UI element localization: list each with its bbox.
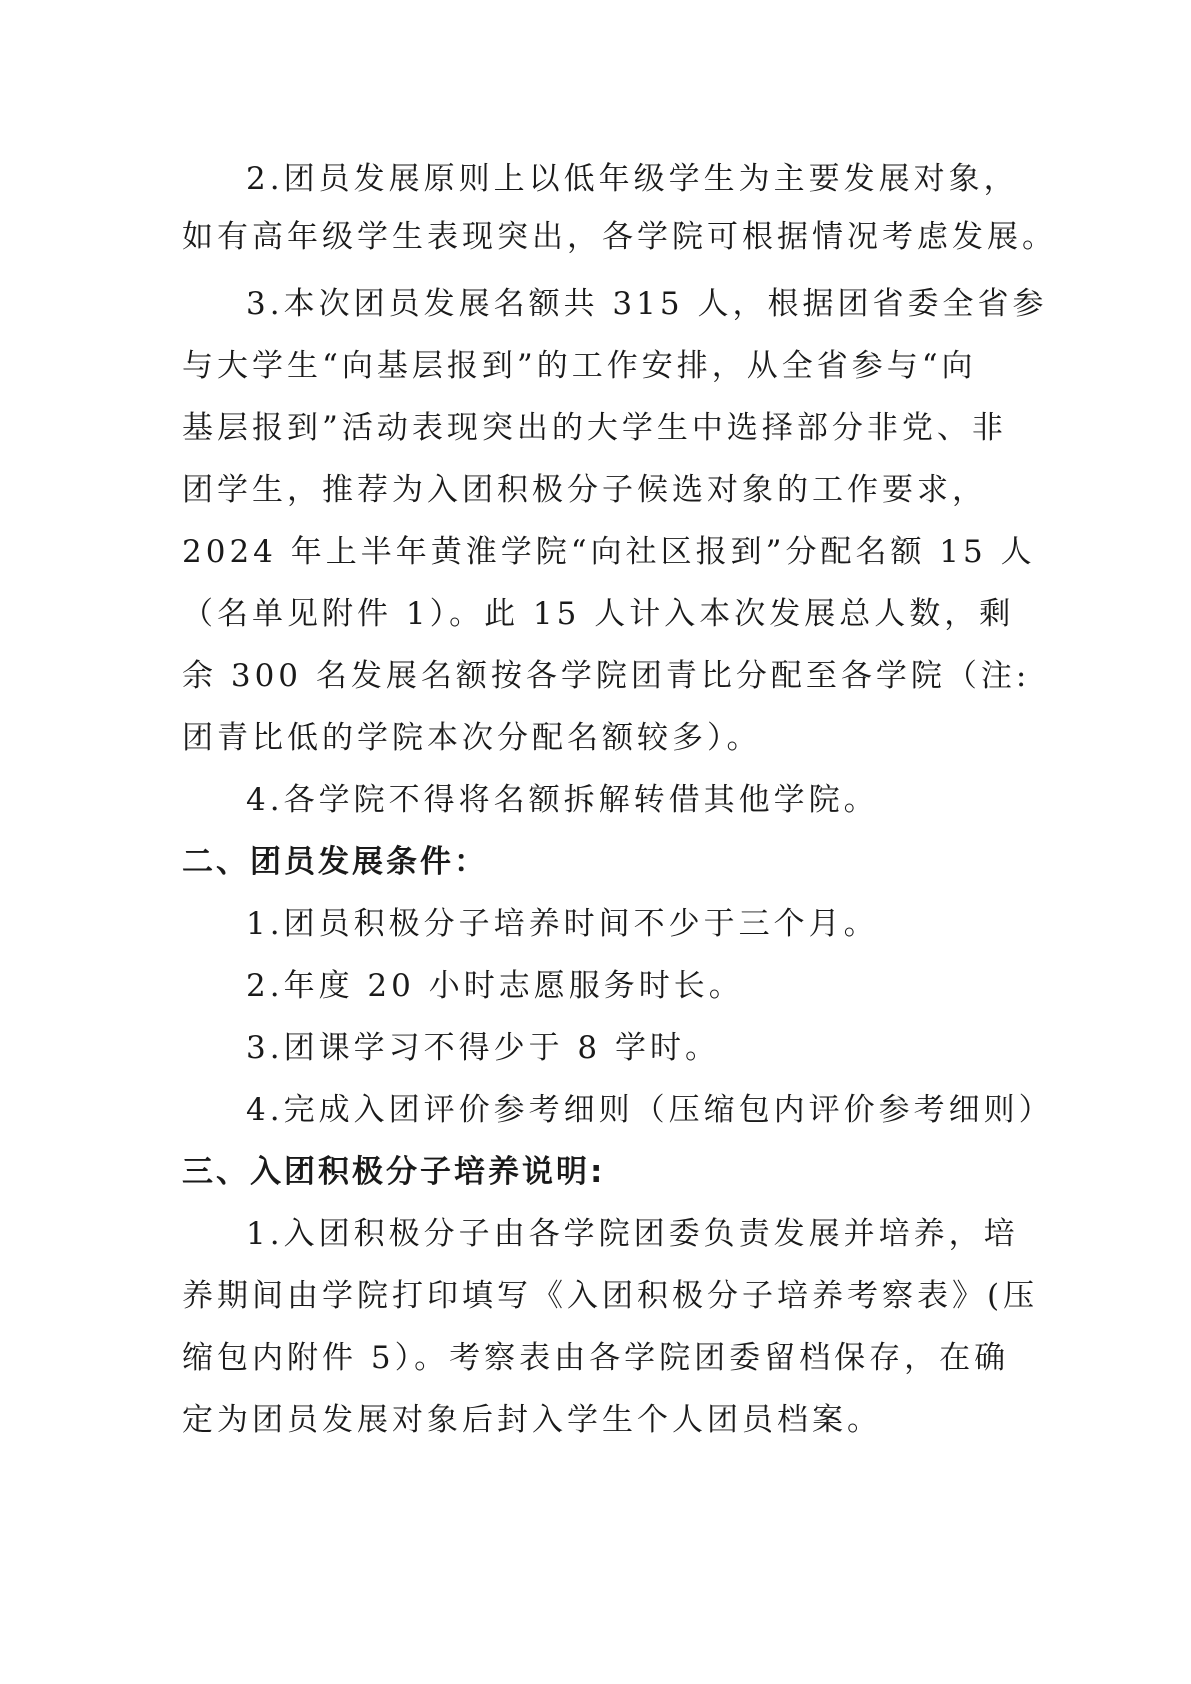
- section-heading: 二、团员发展条件：: [182, 844, 488, 880]
- paragraph-line: 如有高年级学生表现突出，各学院可根据情况考虑发展。: [182, 219, 1057, 255]
- paragraph-line: 缩包内附件 5）。考察表由各学院团委留档保存，在确: [182, 1340, 1010, 1376]
- paragraph-line: 余 300 名发展名额按各学院团青比分配至各学院（注:: [182, 658, 1031, 694]
- paragraph-line: 团学生，推荐为入团积极分子候选对象的工作要求，: [182, 472, 987, 508]
- paragraph-line: 2024 年上半年黄淮学院“向社区报到”分配名额 15 人: [182, 534, 1036, 570]
- paragraph-line: （名单见附件 1）。此 15 人计入本次发展总人数，剩: [182, 596, 1015, 632]
- paragraph-line: 与大学生“向基层报到”的工作安排，从全省参与“向: [182, 348, 977, 384]
- paragraph-line: 养期间由学院打印填写《入团积极分子培养考察表》(压: [182, 1278, 1039, 1314]
- paragraph-line: 基层报到”活动表现突出的大学生中选择部分非党、非: [182, 410, 1007, 446]
- list-item: 1.团员积极分子培养时间不少于三个月。: [246, 906, 879, 942]
- list-item: 3.团课学习不得少于 8 学时。: [246, 1030, 721, 1066]
- paragraph-line: 定为团员发展对象后封入学生个人团员档案。: [182, 1402, 882, 1438]
- section-heading: 三、入团积极分子培养说明:: [182, 1154, 606, 1190]
- paragraph-line: 3.本次团员发展名额共 315 人，根据团省委全省参: [246, 286, 1048, 322]
- paragraph-line: 1.入团积极分子由各学院团委负责发展并培养，培: [246, 1216, 1019, 1252]
- paragraph-line: 团青比低的学院本次分配名额较多）。: [182, 720, 762, 756]
- list-item: 2.年度 20 小时志愿服务时长。: [246, 968, 744, 1004]
- paragraph-line: 2.团员发展原则上以低年级学生为主要发展对象，: [246, 161, 1019, 197]
- list-item: 4.完成入团评价参考细则（压缩包内评价参考细则）: [246, 1092, 1054, 1128]
- paragraph-line: 4.各学院不得将名额拆解转借其他学院。: [246, 782, 879, 818]
